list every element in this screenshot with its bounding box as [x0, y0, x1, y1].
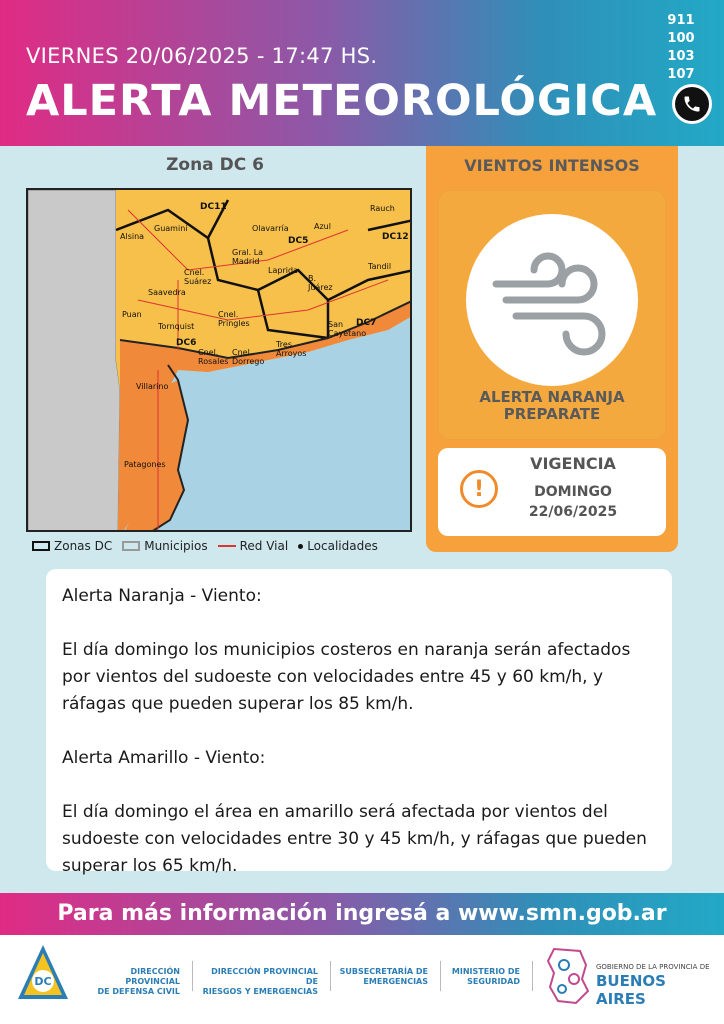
legend-item [32, 539, 112, 553]
alert-map [26, 188, 412, 532]
dc-logo-text: DC [34, 975, 52, 988]
map-legend [32, 539, 412, 553]
locality-label: Puan [122, 310, 142, 319]
orange-alert-heading: Alerta Naranja - Viento: [62, 586, 262, 606]
emergency-number[interactable]: 911 [667, 13, 695, 28]
alert-datetime: VIERNES 20/06/2025 - 17:47 HS. [26, 44, 378, 68]
validity-label: VIGENCIA [530, 454, 616, 473]
gov-small: GOBIERNO DE LA PROVINCIA DE [596, 963, 710, 971]
locality-label: Saavedra [148, 288, 186, 297]
legend-label: Red Vial [239, 539, 289, 553]
footer [0, 935, 724, 1024]
legend-item [218, 539, 289, 553]
locality-label: Azul [314, 222, 331, 231]
locality-label: Gral. La Madrid [232, 248, 264, 266]
alert-description [46, 569, 672, 876]
zone-title: Zona DC 6 [166, 155, 264, 175]
org-line: DE DEFENSA CIVIL [97, 987, 180, 996]
legend-label: Zonas DC [54, 539, 113, 553]
zone-label: DC6 [176, 338, 197, 348]
orange-alert-text: El día domingo los municipios costeros en naranja serán afectados por vientos del sudoeste con velocidades entre 45 y 60 km/h, y ráfagas que pueden superar los 85 km/h. [62, 640, 631, 714]
locality-label: Tornquist [158, 322, 195, 331]
validity-box [438, 448, 666, 536]
zone-label: DC12 [382, 232, 409, 242]
government-label [596, 963, 720, 1008]
locality-label: Tres Arroyos [276, 340, 307, 358]
org-subsecretaria [338, 967, 428, 987]
zone-label: DC11 [200, 202, 227, 212]
alert-level [426, 389, 678, 423]
org-ministerio [448, 967, 520, 987]
locality-label: Patagones [124, 460, 166, 469]
org-line: DIRECCIÓN PROVINCIAL [125, 967, 180, 986]
yellow-alert-text: El día domingo el área en amarillo será afectada por vientos del sudoeste con velocidades entre 30 y 45 km/h, y ráfagas que pueden superar los 65 km/h. [62, 802, 647, 876]
yellow-alert-heading: Alerta Amarillo - Viento: [62, 748, 266, 768]
buenos-aires-logo [546, 945, 590, 1007]
wind-icon [466, 214, 638, 386]
org-line: MINISTERIO DE [451, 967, 520, 976]
locality-label: Villarino [136, 382, 169, 391]
alert-action-label: PREPARATE [503, 405, 601, 423]
org-riesgos [200, 967, 318, 997]
municipality-swatch [122, 541, 140, 551]
locality-label: San Cayetano [328, 320, 367, 338]
defensa-civil-logo [16, 943, 70, 1003]
page-title: ALERTA METEOROLÓGICA [26, 76, 658, 126]
zone-label: DC5 [288, 236, 309, 246]
divider [532, 961, 533, 991]
locality-label: Cnel. Pringles [218, 310, 250, 328]
org-line: EMERGENCIAS [363, 977, 428, 986]
divider [330, 961, 331, 991]
legend-label: Localidades [307, 539, 378, 553]
org-defensa-civil [80, 967, 180, 997]
hazard-title: VIENTOS INTENSOS [464, 156, 640, 175]
locality-label: Tandil [368, 262, 392, 271]
phone-icon [672, 84, 712, 124]
divider [192, 961, 193, 991]
locality-label: Cnel. Suárez [184, 268, 212, 286]
locality-label: Guaminí [154, 224, 188, 233]
alert-level-label: ALERTA NARANJA [479, 388, 625, 406]
locality-label: B. Juárez [308, 274, 333, 292]
locality-label: Cnel. Dorrego [232, 348, 265, 366]
legend-item [122, 539, 207, 553]
locality-label: Laprida [268, 266, 298, 275]
org-line: SUBSECRETARÍA DE [339, 967, 428, 976]
emergency-number[interactable]: 107 [667, 67, 695, 82]
header [0, 0, 724, 146]
emergency-numbers [660, 12, 702, 84]
org-line: DIRECCIÓN PROVINCIAL DE [211, 967, 318, 986]
emergency-number[interactable]: 103 [667, 49, 695, 64]
legend-label: Municipios [144, 539, 208, 553]
gov-big: BUENOS AIRES [596, 972, 666, 1008]
road-swatch [218, 545, 236, 547]
org-line: SEGURIDAD [467, 977, 520, 986]
validity-day: DOMINGO [534, 484, 612, 500]
zone-label: DC7 [356, 318, 377, 328]
locality-swatch [298, 544, 303, 549]
info-banner[interactable]: Para más información ingresá a www.smn.gob.ar [0, 893, 724, 935]
locality-label: Rauch [370, 204, 395, 213]
alert-panel [426, 146, 678, 552]
legend-item [298, 539, 378, 553]
locality-label: Olavarría [252, 224, 289, 233]
org-line: RIESGOS Y EMERGENCIAS [202, 987, 318, 996]
validity-date: 22/06/2025 [528, 504, 618, 520]
warning-icon: ! [460, 470, 498, 508]
zone-swatch [32, 541, 50, 551]
emergency-number[interactable]: 100 [667, 31, 695, 46]
locality-label: Cnel. Rosales [198, 348, 229, 366]
locality-label: Alsina [120, 232, 145, 241]
divider [440, 961, 441, 991]
